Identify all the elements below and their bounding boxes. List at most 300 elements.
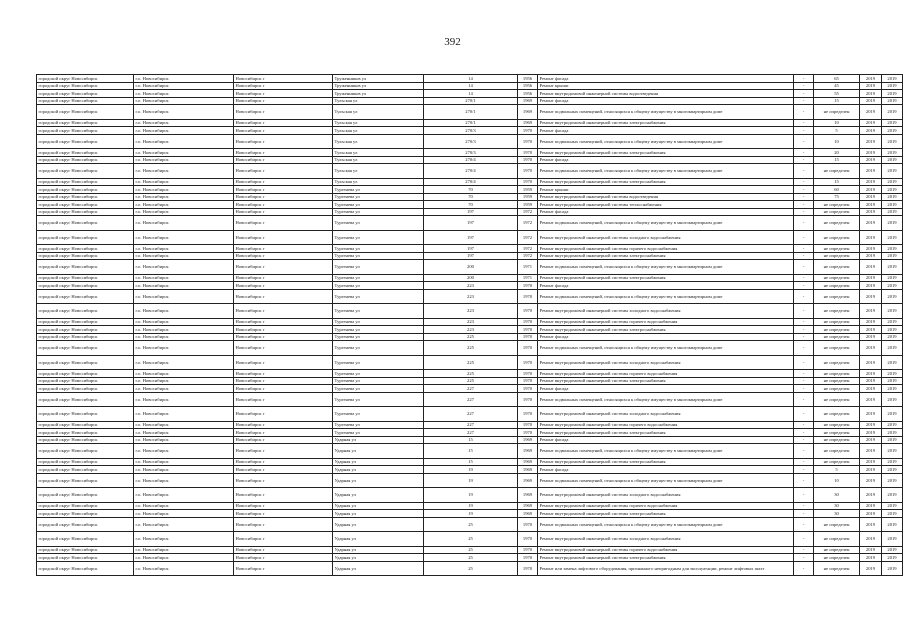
cell-street: Тургенева ул xyxy=(333,421,424,429)
cell-year-from: 2019 xyxy=(860,260,882,275)
cell-district: г.о. Новосибирск xyxy=(134,216,234,231)
cell-district: г.о. Новосибирск xyxy=(134,444,234,459)
cell-house: 70 xyxy=(424,186,518,194)
table-row xyxy=(37,252,903,260)
cell-year: 1970 xyxy=(518,127,538,135)
cell-year: 1956 xyxy=(518,90,538,98)
cell-street: Тургенева ул xyxy=(333,208,424,216)
cell-dash: - xyxy=(794,546,814,554)
cell-cost: не определен xyxy=(814,282,860,290)
cell-year-to: 2019 xyxy=(882,473,903,488)
cell-year-to: 2019 xyxy=(882,318,903,326)
cell-cost: не определен xyxy=(814,458,860,466)
cell-district: г.о. Новосибирск xyxy=(134,355,234,370)
cell-work: Ремонт внутридомовой инженерной системы холодного водоснабжения xyxy=(538,488,794,503)
cell-work: Ремонт внутридомовой инженерной системы электроснабжения xyxy=(538,252,794,260)
table-row xyxy=(37,377,903,385)
table-row xyxy=(37,458,903,466)
cell-municipality: городской округ Новосибирск xyxy=(37,473,134,488)
cell-dash: - xyxy=(794,421,814,429)
cell-settlement: Новосибирск г xyxy=(234,326,333,334)
cell-municipality: городской округ Новосибирск xyxy=(37,444,134,459)
cell-year: 1972 xyxy=(518,245,538,253)
cell-district: г.о. Новосибирск xyxy=(134,436,234,444)
cell-year-to: 2019 xyxy=(882,282,903,290)
cell-district: г.о. Новосибирск xyxy=(134,230,234,245)
cell-settlement: Новосибирск г xyxy=(234,201,333,209)
cell-cost: 5 xyxy=(814,466,860,474)
cell-cost: не определен xyxy=(814,326,860,334)
cell-cost: не определен xyxy=(814,105,860,120)
cell-cost: не определен xyxy=(814,546,860,554)
cell-year-to: 2019 xyxy=(882,105,903,120)
cell-year-from: 2019 xyxy=(860,156,882,164)
cell-year: 1969 xyxy=(518,466,538,474)
cell-work: Ремонт внутридомовой инженерной системы электроснабжения xyxy=(538,458,794,466)
cell-street: Труженников ул xyxy=(333,90,424,98)
cell-settlement: Новосибирск г xyxy=(234,370,333,378)
cell-municipality: городской округ Новосибирск xyxy=(37,82,134,90)
cell-street: Ударная ул xyxy=(333,466,424,474)
cell-year-from: 2019 xyxy=(860,90,882,98)
cell-settlement: Новосибирск г xyxy=(234,156,333,164)
cell-dash: - xyxy=(794,385,814,393)
cell-year: 1970 xyxy=(518,318,538,326)
cell-municipality: городской округ Новосибирск xyxy=(37,502,134,510)
table-row xyxy=(37,82,903,90)
table-row xyxy=(37,274,903,282)
cell-work: Ремонт внутридомовой инженерной системы электроснабжения xyxy=(538,554,794,562)
cell-street: Ударная ул xyxy=(333,510,424,518)
cell-municipality: городской округ Новосибирск xyxy=(37,164,134,179)
cell-municipality: городской округ Новосибирск xyxy=(37,466,134,474)
cell-district: г.о. Новосибирск xyxy=(134,75,234,83)
table-row xyxy=(37,178,903,186)
cell-year: 1970 xyxy=(518,134,538,149)
table-row xyxy=(37,149,903,157)
cell-house: 19 xyxy=(424,488,518,503)
cell-district: г.о. Новосибирск xyxy=(134,289,234,304)
cell-settlement: Новосибирск г xyxy=(234,304,333,319)
cell-street: Тургенева ул xyxy=(333,289,424,304)
cell-house: 14 xyxy=(424,82,518,90)
cell-year-to: 2019 xyxy=(882,149,903,157)
cell-year-to: 2019 xyxy=(882,75,903,83)
cell-work: Ремонт внутридомовой инженерной системы электроснабжения xyxy=(538,429,794,437)
cell-year: 1970 xyxy=(518,341,538,356)
repair-registry-table xyxy=(36,74,903,576)
cell-municipality: городской округ Новосибирск xyxy=(37,318,134,326)
cell-settlement: Новосибирск г xyxy=(234,502,333,510)
cell-dash: - xyxy=(794,75,814,83)
cell-dash: - xyxy=(794,105,814,120)
cell-work: Ремонт фасада xyxy=(538,282,794,290)
cell-district: г.о. Новосибирск xyxy=(134,82,234,90)
cell-work: Ремонт внутридомовой инженерной системы водоотведения xyxy=(538,193,794,201)
cell-cost: не определен xyxy=(814,230,860,245)
cell-year-to: 2019 xyxy=(882,260,903,275)
cell-year-to: 2019 xyxy=(882,201,903,209)
table-row xyxy=(37,164,903,179)
cell-street: Тургенева ул xyxy=(333,370,424,378)
cell-house: 225 xyxy=(424,355,518,370)
cell-municipality: городской округ Новосибирск xyxy=(37,532,134,547)
cell-dash: - xyxy=(794,370,814,378)
cell-house: 14 xyxy=(424,75,518,83)
cell-settlement: Новосибирск г xyxy=(234,458,333,466)
cell-dash: - xyxy=(794,532,814,547)
cell-cost: 65 xyxy=(814,75,860,83)
table-row xyxy=(37,105,903,120)
cell-municipality: городской округ Новосибирск xyxy=(37,201,134,209)
cell-house: 25 xyxy=(424,561,518,576)
cell-street: Тургенева ул xyxy=(333,333,424,341)
cell-work: Ремонт подвальных помещений, относящихся к общему имуществу в многоквартирном доме xyxy=(538,260,794,275)
cell-district: г.о. Новосибирск xyxy=(134,517,234,532)
cell-year-from: 2019 xyxy=(860,466,882,474)
cell-dash: - xyxy=(794,119,814,127)
cell-street: Тургенева ул xyxy=(333,407,424,422)
cell-year-from: 2019 xyxy=(860,282,882,290)
cell-district: г.о. Новосибирск xyxy=(134,546,234,554)
cell-year-from: 2019 xyxy=(860,421,882,429)
table-row xyxy=(37,318,903,326)
cell-district: г.о. Новосибирск xyxy=(134,252,234,260)
cell-year-from: 2019 xyxy=(860,502,882,510)
cell-settlement: Новосибирск г xyxy=(234,75,333,83)
cell-work: Ремонт фасада xyxy=(538,75,794,83)
cell-year-from: 2019 xyxy=(860,178,882,186)
cell-street: Тургенева ул xyxy=(333,230,424,245)
cell-work: Ремонт внутридомовой инженерной системы электроснабжения xyxy=(538,377,794,385)
cell-year-to: 2019 xyxy=(882,488,903,503)
cell-year-to: 2019 xyxy=(882,377,903,385)
cell-street: Тульская ул xyxy=(333,119,424,127)
cell-work: Ремонт внутридомовой инженерной системы электроснабжения xyxy=(538,119,794,127)
cell-year-from: 2019 xyxy=(860,82,882,90)
cell-cost: 15 xyxy=(814,97,860,105)
cell-cost: 30 xyxy=(814,510,860,518)
cell-house: 270/1 xyxy=(424,119,518,127)
cell-municipality: городской округ Новосибирск xyxy=(37,421,134,429)
cell-street: Ударная ул xyxy=(333,517,424,532)
cell-year-to: 2019 xyxy=(882,341,903,356)
cell-year: 1970 xyxy=(518,333,538,341)
cell-settlement: Новосибирск г xyxy=(234,282,333,290)
cell-cost: не определен xyxy=(814,304,860,319)
cell-cost: не определен xyxy=(814,289,860,304)
cell-municipality: городской округ Новосибирск xyxy=(37,178,134,186)
cell-work: Ремонт внутридомовой инженерной системы холодного водоснабжения xyxy=(538,532,794,547)
cell-district: г.о. Новосибирск xyxy=(134,149,234,157)
cell-municipality: городской округ Новосибирск xyxy=(37,488,134,503)
cell-dash: - xyxy=(794,355,814,370)
table-row xyxy=(37,193,903,201)
cell-cost: не определен xyxy=(814,392,860,407)
cell-year: 1970 xyxy=(518,164,538,179)
cell-house: 200 xyxy=(424,260,518,275)
cell-district: г.о. Новосибирск xyxy=(134,97,234,105)
cell-cost: не определен xyxy=(814,260,860,275)
cell-year-to: 2019 xyxy=(882,561,903,576)
cell-dash: - xyxy=(794,392,814,407)
cell-dash: - xyxy=(794,178,814,186)
cell-year-from: 2019 xyxy=(860,274,882,282)
cell-dash: - xyxy=(794,134,814,149)
cell-work: Ремонт подвальных помещений, относящихся к общему имуществу в многоквартирном доме xyxy=(538,289,794,304)
cell-year: 1970 xyxy=(518,532,538,547)
cell-settlement: Новосибирск г xyxy=(234,488,333,503)
cell-year-to: 2019 xyxy=(882,90,903,98)
cell-dash: - xyxy=(794,510,814,518)
cell-house: 270/1 xyxy=(424,105,518,120)
cell-work: Ремонт внутридомовой инженерной системы электроснабжения xyxy=(538,274,794,282)
cell-year: 1970 xyxy=(518,156,538,164)
cell-municipality: городской округ Новосибирск xyxy=(37,377,134,385)
cell-house: 25 xyxy=(424,532,518,547)
cell-house: 227 xyxy=(424,421,518,429)
cell-year: 1969 xyxy=(518,436,538,444)
cell-house: 270/3 xyxy=(424,127,518,135)
cell-house: 14 xyxy=(424,90,518,98)
cell-year-to: 2019 xyxy=(882,156,903,164)
table-row xyxy=(37,333,903,341)
cell-district: г.о. Новосибирск xyxy=(134,119,234,127)
cell-house: 227 xyxy=(424,385,518,393)
cell-house: 70 xyxy=(424,193,518,201)
cell-municipality: городской округ Новосибирск xyxy=(37,216,134,231)
cell-dash: - xyxy=(794,164,814,179)
cell-year-to: 2019 xyxy=(882,193,903,201)
cell-street: Ударная ул xyxy=(333,561,424,576)
cell-settlement: Новосибирск г xyxy=(234,318,333,326)
cell-year-from: 2019 xyxy=(860,304,882,319)
cell-municipality: городской округ Новосибирск xyxy=(37,546,134,554)
table-row xyxy=(37,502,903,510)
cell-municipality: городской округ Новосибирск xyxy=(37,392,134,407)
cell-house: 19 xyxy=(424,510,518,518)
cell-district: г.о. Новосибирск xyxy=(134,274,234,282)
cell-district: г.о. Новосибирск xyxy=(134,510,234,518)
cell-year-from: 2019 xyxy=(860,377,882,385)
cell-year: 1970 xyxy=(518,385,538,393)
cell-year-to: 2019 xyxy=(882,127,903,135)
cell-work: Ремонт крыши xyxy=(538,82,794,90)
cell-house: 227 xyxy=(424,429,518,437)
cell-district: г.о. Новосибирск xyxy=(134,532,234,547)
table-row xyxy=(37,473,903,488)
table-row xyxy=(37,245,903,253)
cell-dash: - xyxy=(794,554,814,562)
cell-district: г.о. Новосибирск xyxy=(134,186,234,194)
cell-year: 1959 xyxy=(518,201,538,209)
cell-street: Тургенева ул xyxy=(333,274,424,282)
cell-year: 1970 xyxy=(518,149,538,157)
cell-settlement: Новосибирск г xyxy=(234,216,333,231)
cell-year-to: 2019 xyxy=(882,466,903,474)
cell-cost: не определен xyxy=(814,201,860,209)
cell-settlement: Новосибирск г xyxy=(234,341,333,356)
cell-street: Ударная ул xyxy=(333,444,424,459)
cell-year-from: 2019 xyxy=(860,385,882,393)
cell-year: 1970 xyxy=(518,282,538,290)
cell-year-to: 2019 xyxy=(882,355,903,370)
cell-year-from: 2019 xyxy=(860,216,882,231)
cell-district: г.о. Новосибирск xyxy=(134,392,234,407)
cell-district: г.о. Новосибирск xyxy=(134,134,234,149)
cell-street: Труженников ул xyxy=(333,75,424,83)
cell-settlement: Новосибирск г xyxy=(234,355,333,370)
cell-year-from: 2019 xyxy=(860,119,882,127)
cell-work: Ремонт фасада xyxy=(538,436,794,444)
cell-settlement: Новосибирск г xyxy=(234,561,333,576)
table-row xyxy=(37,407,903,422)
cell-year: 1959 xyxy=(518,186,538,194)
cell-street: Труженников ул xyxy=(333,82,424,90)
cell-street: Тульская ул xyxy=(333,164,424,179)
cell-municipality: городской округ Новосибирск xyxy=(37,370,134,378)
table-row xyxy=(37,370,903,378)
cell-house: 270/3 xyxy=(424,134,518,149)
cell-settlement: Новосибирск г xyxy=(234,134,333,149)
table-row xyxy=(37,134,903,149)
cell-year-from: 2019 xyxy=(860,532,882,547)
cell-street: Ударная ул xyxy=(333,532,424,547)
cell-street: Тульская ул xyxy=(333,127,424,135)
registry-body xyxy=(37,75,903,576)
cell-work: Ремонт крыши xyxy=(538,186,794,194)
cell-dash: - xyxy=(794,473,814,488)
cell-settlement: Новосибирск г xyxy=(234,554,333,562)
cell-street: Ударная ул xyxy=(333,502,424,510)
cell-district: г.о. Новосибирск xyxy=(134,178,234,186)
cell-house: 25 xyxy=(424,554,518,562)
cell-municipality: городской округ Новосибирск xyxy=(37,97,134,105)
cell-work: Ремонт внутридомовой инженерной системы холодного водоснабжения xyxy=(538,407,794,422)
cell-municipality: городской округ Новосибирск xyxy=(37,429,134,437)
cell-dash: - xyxy=(794,193,814,201)
cell-work: Ремонт внутридомовой инженерной системы горячего водоснабжения xyxy=(538,502,794,510)
cell-street: Тульская ул xyxy=(333,97,424,105)
cell-municipality: городской округ Новосибирск xyxy=(37,436,134,444)
cell-house: 197 xyxy=(424,216,518,231)
cell-year: 1969 xyxy=(518,510,538,518)
cell-year-to: 2019 xyxy=(882,186,903,194)
cell-year-from: 2019 xyxy=(860,230,882,245)
cell-year-from: 2019 xyxy=(860,517,882,532)
cell-house: 225 xyxy=(424,333,518,341)
cell-municipality: городской округ Новосибирск xyxy=(37,407,134,422)
cell-year-to: 2019 xyxy=(882,289,903,304)
cell-work: Ремонт фасада xyxy=(538,156,794,164)
cell-year: 1972 xyxy=(518,252,538,260)
cell-street: Тургенева ул xyxy=(333,429,424,437)
cell-year-to: 2019 xyxy=(882,333,903,341)
cell-year-to: 2019 xyxy=(882,370,903,378)
cell-street: Тургенева ул xyxy=(333,193,424,201)
cell-year-from: 2019 xyxy=(860,97,882,105)
cell-dash: - xyxy=(794,304,814,319)
cell-work: Ремонт подвальных помещений, относящихся к общему имуществу в многоквартирном доме xyxy=(538,473,794,488)
cell-dash: - xyxy=(794,208,814,216)
table-row xyxy=(37,282,903,290)
cell-year-from: 2019 xyxy=(860,149,882,157)
cell-dash: - xyxy=(794,502,814,510)
cell-settlement: Новосибирск г xyxy=(234,149,333,157)
cell-house: 15 xyxy=(424,436,518,444)
cell-district: г.о. Новосибирск xyxy=(134,502,234,510)
cell-street: Тульская ул xyxy=(333,149,424,157)
table-row xyxy=(37,444,903,459)
cell-street: Тургенева ул xyxy=(333,186,424,194)
table-row xyxy=(37,119,903,127)
table-row xyxy=(37,230,903,245)
cell-settlement: Новосибирск г xyxy=(234,178,333,186)
cell-cost: 45 xyxy=(814,82,860,90)
cell-cost: 5 xyxy=(814,127,860,135)
cell-year-from: 2019 xyxy=(860,561,882,576)
cell-year: 1969 xyxy=(518,119,538,127)
cell-year-from: 2019 xyxy=(860,341,882,356)
cell-work: Ремонт фасада xyxy=(538,97,794,105)
cell-year-to: 2019 xyxy=(882,208,903,216)
cell-year: 1969 xyxy=(518,444,538,459)
cell-house: 270/4 xyxy=(424,178,518,186)
table-row xyxy=(37,510,903,518)
cell-dash: - xyxy=(794,377,814,385)
cell-year: 1970 xyxy=(518,407,538,422)
cell-cost: не определен xyxy=(814,216,860,231)
cell-district: г.о. Новосибирск xyxy=(134,377,234,385)
cell-street: Ударная ул xyxy=(333,554,424,562)
cell-settlement: Новосибирск г xyxy=(234,385,333,393)
cell-cost: не определен xyxy=(814,370,860,378)
cell-work: Ремонт внутридомовой инженерной системы электроснабжения xyxy=(538,149,794,157)
cell-municipality: городской округ Новосибирск xyxy=(37,105,134,120)
cell-cost: не определен xyxy=(814,377,860,385)
cell-dash: - xyxy=(794,436,814,444)
cell-house: 197 xyxy=(424,230,518,245)
cell-dash: - xyxy=(794,230,814,245)
cell-house: 270/3 xyxy=(424,149,518,157)
table-row xyxy=(37,385,903,393)
cell-dash: - xyxy=(794,458,814,466)
cell-settlement: Новосибирск г xyxy=(234,260,333,275)
cell-street: Тургенева ул xyxy=(333,341,424,356)
cell-settlement: Новосибирск г xyxy=(234,517,333,532)
cell-year-from: 2019 xyxy=(860,444,882,459)
cell-year: 1971 xyxy=(518,260,538,275)
cell-cost: не определен xyxy=(814,421,860,429)
cell-year-from: 2019 xyxy=(860,458,882,466)
cell-dash: - xyxy=(794,90,814,98)
cell-work: Ремонт внутридомовой инженерной системы горячего водоснабжения xyxy=(538,245,794,253)
cell-work: Ремонт внутридомовой инженерной системы электроснабжения xyxy=(538,326,794,334)
cell-district: г.о. Новосибирск xyxy=(134,466,234,474)
cell-street: Тургенева ул xyxy=(333,392,424,407)
cell-cost: не определен xyxy=(814,444,860,459)
cell-dash: - xyxy=(794,289,814,304)
cell-street: Тульская ул xyxy=(333,178,424,186)
cell-year-from: 2019 xyxy=(860,318,882,326)
cell-municipality: городской округ Новосибирск xyxy=(37,341,134,356)
cell-cost: не определен xyxy=(814,532,860,547)
cell-district: г.о. Новосибирск xyxy=(134,201,234,209)
cell-house: 225 xyxy=(424,377,518,385)
cell-settlement: Новосибирск г xyxy=(234,421,333,429)
cell-year: 1969 xyxy=(518,488,538,503)
cell-cost: 55 xyxy=(814,90,860,98)
